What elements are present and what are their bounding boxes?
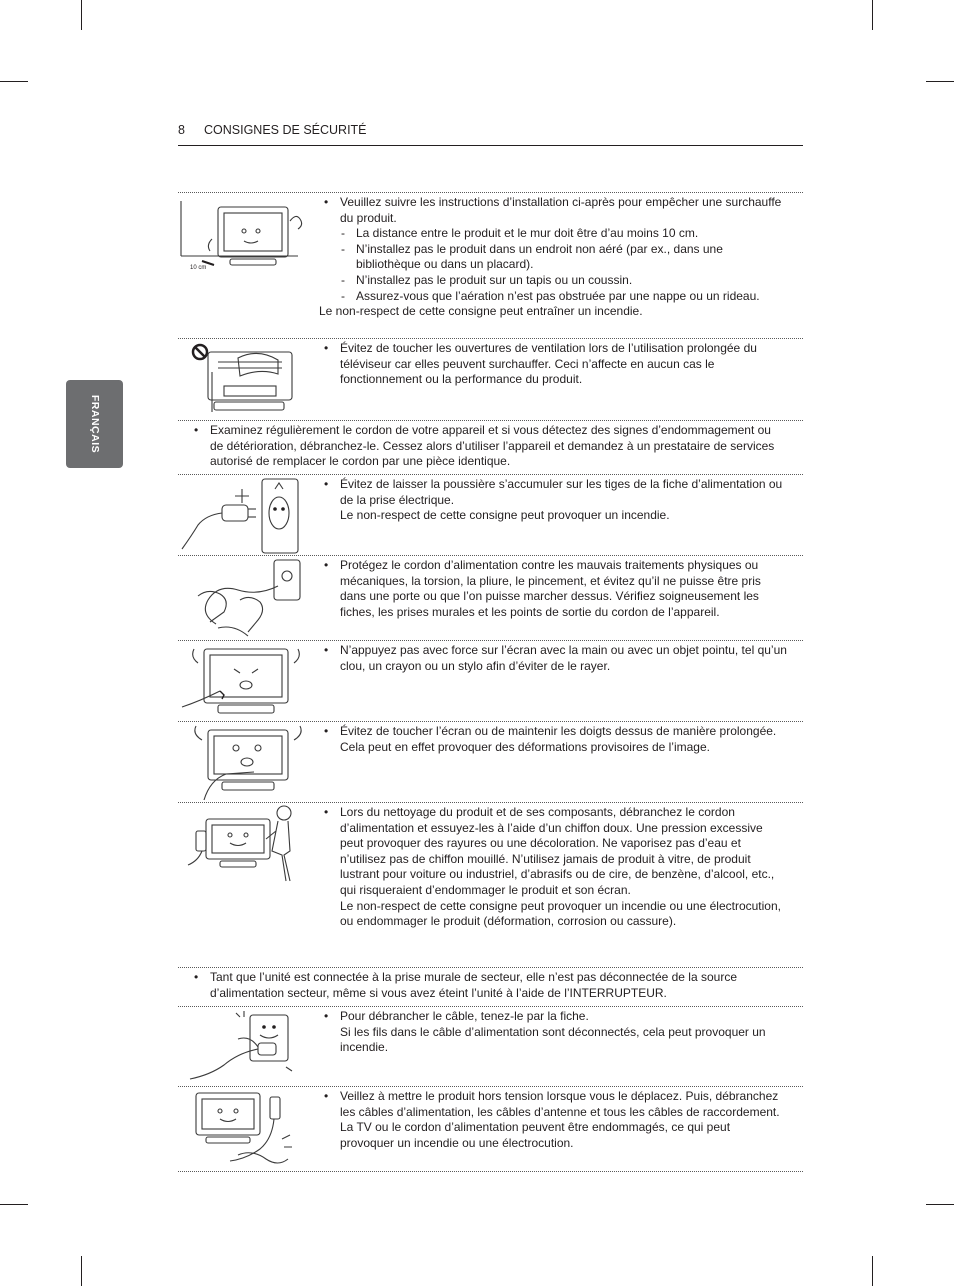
instruction-row bbox=[178, 555, 803, 640]
instruction-text bbox=[324, 805, 787, 930]
instruction-bullet: • Évitez de toucher l’écran ou de maintenir les doigts dessus de manière prolongée. Cela peut en effet provoquer des déformations provisoires de l’image. bbox=[324, 724, 787, 755]
instruction-note: Le non-respect de cette consigne peut entraîner un incendie. bbox=[319, 304, 643, 319]
instruction-bullet: • Tant que l’unité est connectée à la prise murale de secteur, elle n’est pas déconnectée de la source d’alimentation secteur, même si vous avez éteint l’unité à l’aide de l’INTERRUPTEUR. bbox=[194, 970, 787, 1001]
instruction-row bbox=[178, 802, 803, 967]
instruction-text bbox=[319, 195, 787, 320]
unplug-before-moving-illustration bbox=[178, 1089, 310, 1169]
crop-mark bbox=[81, 1256, 82, 1286]
instruction-sub-item: - N’installez pas le produit sur un tapis ou un coussin. bbox=[324, 273, 787, 289]
instruction-continuation: Le non-respect de cette consigne peut provoquer un incendie ou une électrocution, ou endommager le produit (déformation, corrosion ou cassure). bbox=[340, 898, 781, 929]
instruction-text bbox=[324, 477, 787, 524]
screen-pressure-illustration bbox=[178, 643, 310, 720]
instruction-text bbox=[324, 643, 787, 674]
instruction-row bbox=[178, 1086, 803, 1172]
instruction-text bbox=[324, 1009, 787, 1056]
cleaning-tv-illustration bbox=[178, 805, 310, 885]
dusty-plug-illustration bbox=[178, 475, 310, 555]
instruction-bullet: • N’appuyez pas avec force sur l’écran avec la main ou avec un objet pointu, tel qu’un clou, un crayon ou un stylo afin d’éviter de le rayer. bbox=[324, 643, 787, 674]
instruction-row bbox=[178, 474, 803, 555]
page-number: 8 bbox=[178, 123, 185, 137]
instruction-text bbox=[194, 970, 787, 1001]
instruction-continuation: Si les fils dans le câble d’alimentation sont déconnectés, cela peut provoquer un incendie. bbox=[340, 1024, 766, 1055]
instruction-bullet: • Lors du nettoyage du produit et de ses composants, débranchez le cordon d’alimentation et essuyez-les à l’aide d’un chiffon doux. Une pression excessive peut provoquer des rayures ou une décoloration. Ne vaporisez pas d’eau et n’utilisez pas de chiffon mouillé. N’utilisez jamais de produit à vitre, de produit lustrant pour voiture ou industriel, d’abrasifs ou de cire, de benzène, d’alcool, etc., qui risqueraient d’endommager le produit et son écran. bbox=[324, 805, 787, 899]
instruction-text bbox=[324, 1089, 787, 1151]
instruction-row bbox=[178, 192, 803, 338]
instruction-bullet: • Protégez le cordon d’alimentation contre les mauvais traitements physiques ou mécaniques, la torsion, la pliure, le pincement, et évitez qu’il ne puisse être pris dans une porte ou que l’on puisse marcher dessus. Vérifiez soigneusement les fiches, les prises murales et les points de sortie du cordon de l’appareil. bbox=[324, 558, 787, 620]
instruction-continuation: La TV ou le cordon d’alimentation peuvent être endommagés, ce qui peut provoquer un incendie ou une électrocution. bbox=[340, 1120, 731, 1150]
instruction-row bbox=[178, 338, 803, 420]
language-tab-label: FRANÇAIS bbox=[88, 394, 101, 454]
crop-mark bbox=[0, 1204, 28, 1205]
instruction-sub-item: - La distance entre le produit et le mur doit être d’au moins 10 cm. bbox=[324, 226, 787, 242]
crop-mark bbox=[872, 1256, 873, 1286]
instruction-row bbox=[178, 967, 803, 1006]
section-title: CONSIGNES DE SÉCURITÉ bbox=[204, 123, 367, 137]
no-touch-vents-illustration bbox=[178, 342, 310, 418]
instruction-sub-item: - Assurez-vous que l’aération n’est pas obstruée par une nappe ou un rideau. bbox=[324, 289, 787, 305]
instruction-continuation: Le non-respect de cette consigne peut provoquer un incendie. bbox=[340, 508, 670, 523]
instruction-bullet: • Examinez régulièrement le cordon de votre appareil et si vous détectez des signes d’endommagement ou de détérioration, débranchez-le. Cessez alors d’utiliser l’appareil et demandez à un prestataire de services autorisé de remplacer le cordon par une pièce identique. bbox=[194, 423, 787, 470]
screen-touch-illustration bbox=[178, 724, 310, 801]
crop-mark bbox=[0, 81, 28, 82]
svg-text:10 cm: 10 cm bbox=[190, 265, 207, 271]
crop-mark bbox=[81, 0, 82, 30]
instruction-bullet: • Évitez de laisser la poussière s’accumuler sur les tiges de la fiche d’alimentation ou de la prise électrique. bbox=[324, 477, 787, 508]
tv-wall-distance-illustration bbox=[178, 201, 310, 273]
instruction-row bbox=[178, 640, 803, 721]
instruction-bullet: • Veuillez suivre les instructions d’installation ci-après pour empêcher une surchauffe du produit. bbox=[324, 195, 787, 226]
instruction-text bbox=[324, 341, 787, 388]
unplug-by-plug-illustration bbox=[178, 1009, 310, 1085]
instruction-text bbox=[324, 724, 787, 755]
instruction-row bbox=[178, 721, 803, 802]
twisted-cord-illustration bbox=[178, 556, 310, 640]
instruction-sub-item: - N’installez pas le produit dans un endroit non aéré (par ex., dans une bibliothèque ou dans un placard). bbox=[324, 242, 787, 273]
safety-instructions-table bbox=[178, 192, 803, 1172]
instruction-row bbox=[178, 420, 803, 474]
instruction-text bbox=[194, 423, 787, 470]
crop-mark bbox=[926, 81, 954, 82]
language-tab bbox=[66, 380, 123, 468]
instruction-text bbox=[324, 558, 787, 620]
crop-mark bbox=[926, 1204, 954, 1205]
instruction-bullet: • Veillez à mettre le produit hors tension lorsque vous le déplacez. Puis, débranchez les câbles d’alimentation, les câbles d’antenne et tous les câbles de raccordement. bbox=[324, 1089, 787, 1120]
crop-mark bbox=[872, 0, 873, 30]
instruction-bullet: • Pour débrancher le câble, tenez-le par la fiche. bbox=[324, 1009, 787, 1025]
instruction-row bbox=[178, 1006, 803, 1086]
page-header bbox=[178, 122, 803, 146]
instruction-bullet: • Évitez de toucher les ouvertures de ventilation lors de l’utilisation prolongée du téléviseur car elles peuvent surchauffer. Ceci n’affecte en aucun cas le fonctionnement ou la performance du produit. bbox=[324, 341, 787, 388]
